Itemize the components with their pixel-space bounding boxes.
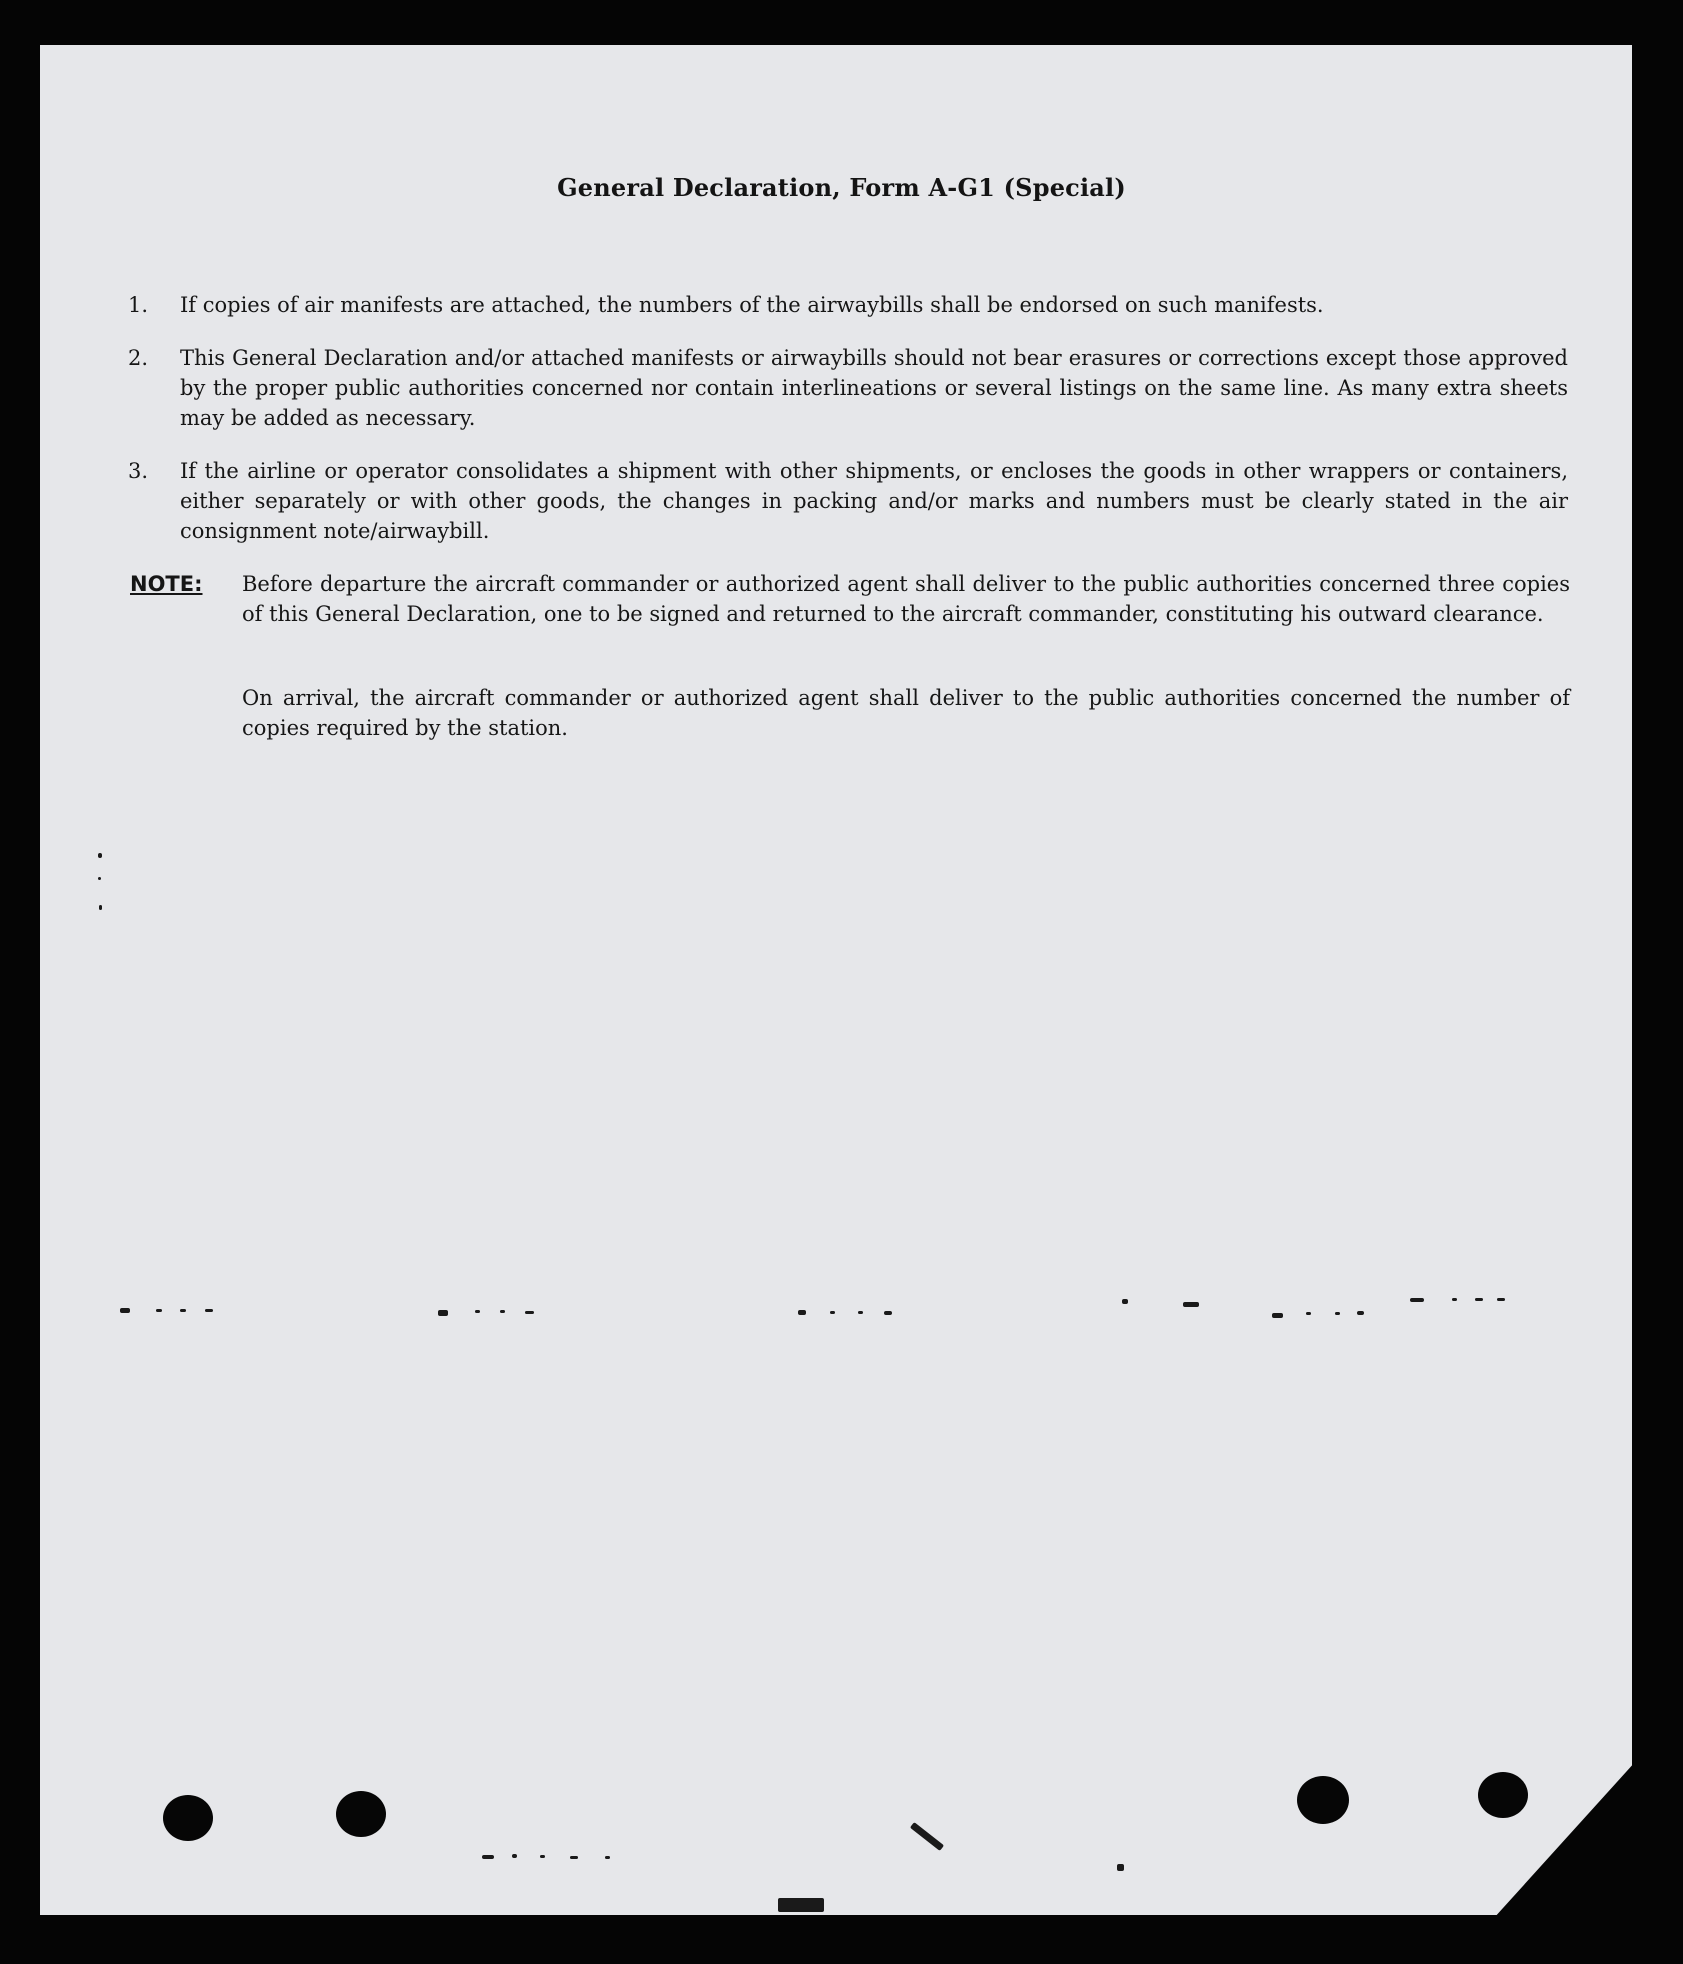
item-text: This General Declaration and/or attached manifests or airwaybills should not bear erasures or corrections except those approved by the proper public authorities concerned nor contain interlineations or several listings on the same line. As many extra sheets may be added as necessary. — [180, 346, 1568, 430]
punch-hole — [336, 1791, 386, 1837]
perforation-mark — [1272, 1313, 1283, 1318]
punch-hole — [163, 1795, 213, 1841]
perforation-mark — [1452, 1298, 1457, 1301]
perforation-mark — [99, 905, 102, 910]
perforation-mark — [605, 1856, 610, 1859]
perforation-mark — [205, 1309, 213, 1312]
list-item — [128, 290, 1568, 320]
item-number: 1. — [128, 293, 149, 317]
item-number: 3. — [128, 459, 149, 483]
perforation-mark — [830, 1311, 835, 1314]
item-text: If the airline or operator consolidates a shipment with other shipments, or encloses the goods in other wrappers or containers, either separately or with other goods, the changes in packing and/or marks and numbers must be clearly stated in the air consignment note/airwaybill. — [180, 459, 1568, 543]
perforation-mark — [1183, 1302, 1199, 1307]
perforation-mark — [475, 1310, 480, 1313]
perforation-mark — [180, 1309, 186, 1312]
list-item — [128, 343, 1568, 433]
document-title: General Declaration, Form A-G1 (Special) — [557, 173, 1126, 202]
list-item — [128, 456, 1568, 546]
perforation-mark — [1475, 1298, 1483, 1301]
document-sheet — [40, 45, 1632, 1915]
perforation-mark — [1497, 1298, 1505, 1301]
perforation-mark — [1335, 1312, 1340, 1315]
perforation-mark — [438, 1310, 448, 1316]
perforation-mark — [512, 1854, 517, 1858]
note-text: Before departure the aircraft commander or authorized agent shall deliver to the public authorities concerned three copies of this General Declaration, one to be signed and returned to the aircraft commander, constituting his outward clearance. — [242, 572, 1570, 626]
note-label: NOTE: — [130, 572, 203, 596]
perforation-mark — [798, 1310, 806, 1315]
perforation-mark — [525, 1311, 534, 1314]
item-text: If copies of air manifests are attached, the numbers of the airwaybills shall be endorsed on such manifests. — [180, 293, 1324, 317]
perforation-mark — [884, 1311, 892, 1315]
perforation-mark — [1122, 1299, 1128, 1304]
perforation-mark — [98, 877, 101, 880]
note-block — [130, 569, 1570, 629]
punch-hole — [1478, 1772, 1528, 1818]
perforation-mark — [778, 1898, 824, 1912]
perforation-mark — [858, 1311, 863, 1314]
note-arrival-text: On arrival, the aircraft commander or authorized agent shall deliver to the public authorities concerned the number of copies required by the station. — [242, 686, 1570, 740]
perforation-mark — [1410, 1298, 1424, 1302]
perforation-mark — [120, 1308, 130, 1313]
perforation-mark — [156, 1309, 162, 1312]
item-number: 2. — [128, 346, 149, 370]
perforation-mark — [570, 1856, 578, 1859]
perforation-mark — [1306, 1312, 1311, 1315]
perforation-mark — [500, 1310, 505, 1313]
perforation-mark — [1357, 1311, 1364, 1315]
perforation-mark — [98, 853, 102, 858]
punch-hole — [1297, 1776, 1349, 1824]
perforation-mark — [1117, 1864, 1124, 1871]
perforation-mark — [482, 1855, 494, 1859]
perforation-mark — [540, 1855, 545, 1858]
